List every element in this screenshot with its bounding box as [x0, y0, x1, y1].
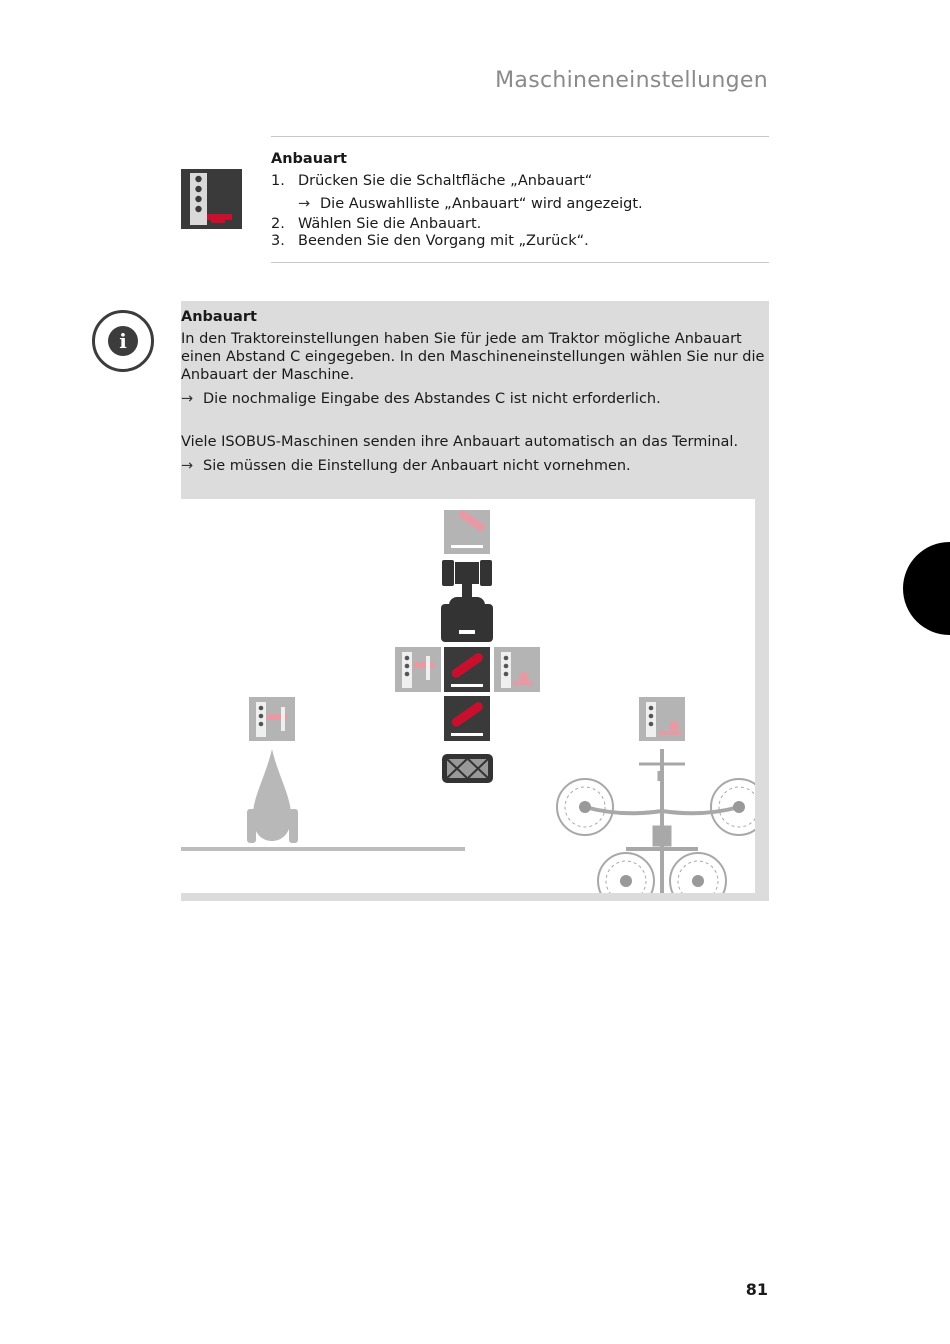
result-text: Sie müssen die Einstellung der Anbauart nicht vornehmen. [203, 458, 631, 474]
step-number: 2. [271, 216, 285, 232]
chapter-tab [903, 542, 950, 635]
implement-icon [442, 754, 493, 783]
info-result [181, 388, 766, 410]
result-arrow: → [181, 458, 194, 474]
info-result [181, 455, 766, 477]
step-result [271, 192, 769, 216]
info-text [181, 308, 766, 477]
procedure-heading: Anbauart [271, 151, 347, 167]
info-paragraph: In den Traktoreinstellungen haben Sie für jede am Traktor mögliche Anbauart einen Abstand C eingegeben. In den Maschineneinstellungen wählen Sie nur die Anbauart der Maschine. [181, 331, 765, 383]
step-number: 3. [271, 233, 285, 249]
result-arrow: → [181, 391, 194, 407]
drawbar-tile-icon [444, 696, 490, 741]
side-left-tile-icon [395, 647, 441, 692]
mounting-type-button-icon [181, 169, 242, 229]
result-text: Die Auswahlliste „Anbauart“ wird angezeigt. [320, 196, 643, 212]
info-paragraph: Viele ISOBUS-Maschinen senden ihre Anbauart automatisch an das Terminal. [181, 434, 739, 450]
rake-tile-icon [639, 697, 685, 741]
step-text: Drücken Sie die Schaltfläche „Anbauart“ [298, 173, 593, 189]
result-arrow: → [298, 196, 311, 212]
step-text: Beenden Sie den Vorgang mit „Zurück“. [298, 233, 589, 249]
spreader-tile-icon [249, 697, 295, 741]
step-text: Wählen Sie die Anbauart. [298, 216, 482, 232]
page-header-title: Maschineneinstellungen [495, 68, 768, 93]
mounting-type-illustration [181, 499, 755, 893]
front-hitch-tile-icon [444, 509, 490, 554]
tractor-icon [441, 560, 493, 642]
result-text: Die nochmalige Eingabe des Abstandes C ist nicht erforderlich. [203, 391, 661, 407]
rotary-rake-icon [557, 749, 755, 893]
procedure-step [271, 170, 769, 192]
info-icon: i [92, 310, 154, 372]
side-right-tile-icon [494, 647, 540, 692]
page-number: 81 [745, 1280, 768, 1299]
boom-line-icon [181, 847, 465, 851]
procedure-step [271, 233, 769, 250]
bottom-divider [271, 262, 769, 263]
fertilizer-spreader-icon [247, 749, 298, 843]
procedure-block [271, 148, 769, 250]
rear-hitch-tile-icon [444, 647, 490, 692]
top-divider [271, 136, 769, 137]
info-heading: Anbauart [181, 309, 257, 325]
step-number: 1. [271, 173, 285, 189]
procedure-step [271, 216, 769, 233]
